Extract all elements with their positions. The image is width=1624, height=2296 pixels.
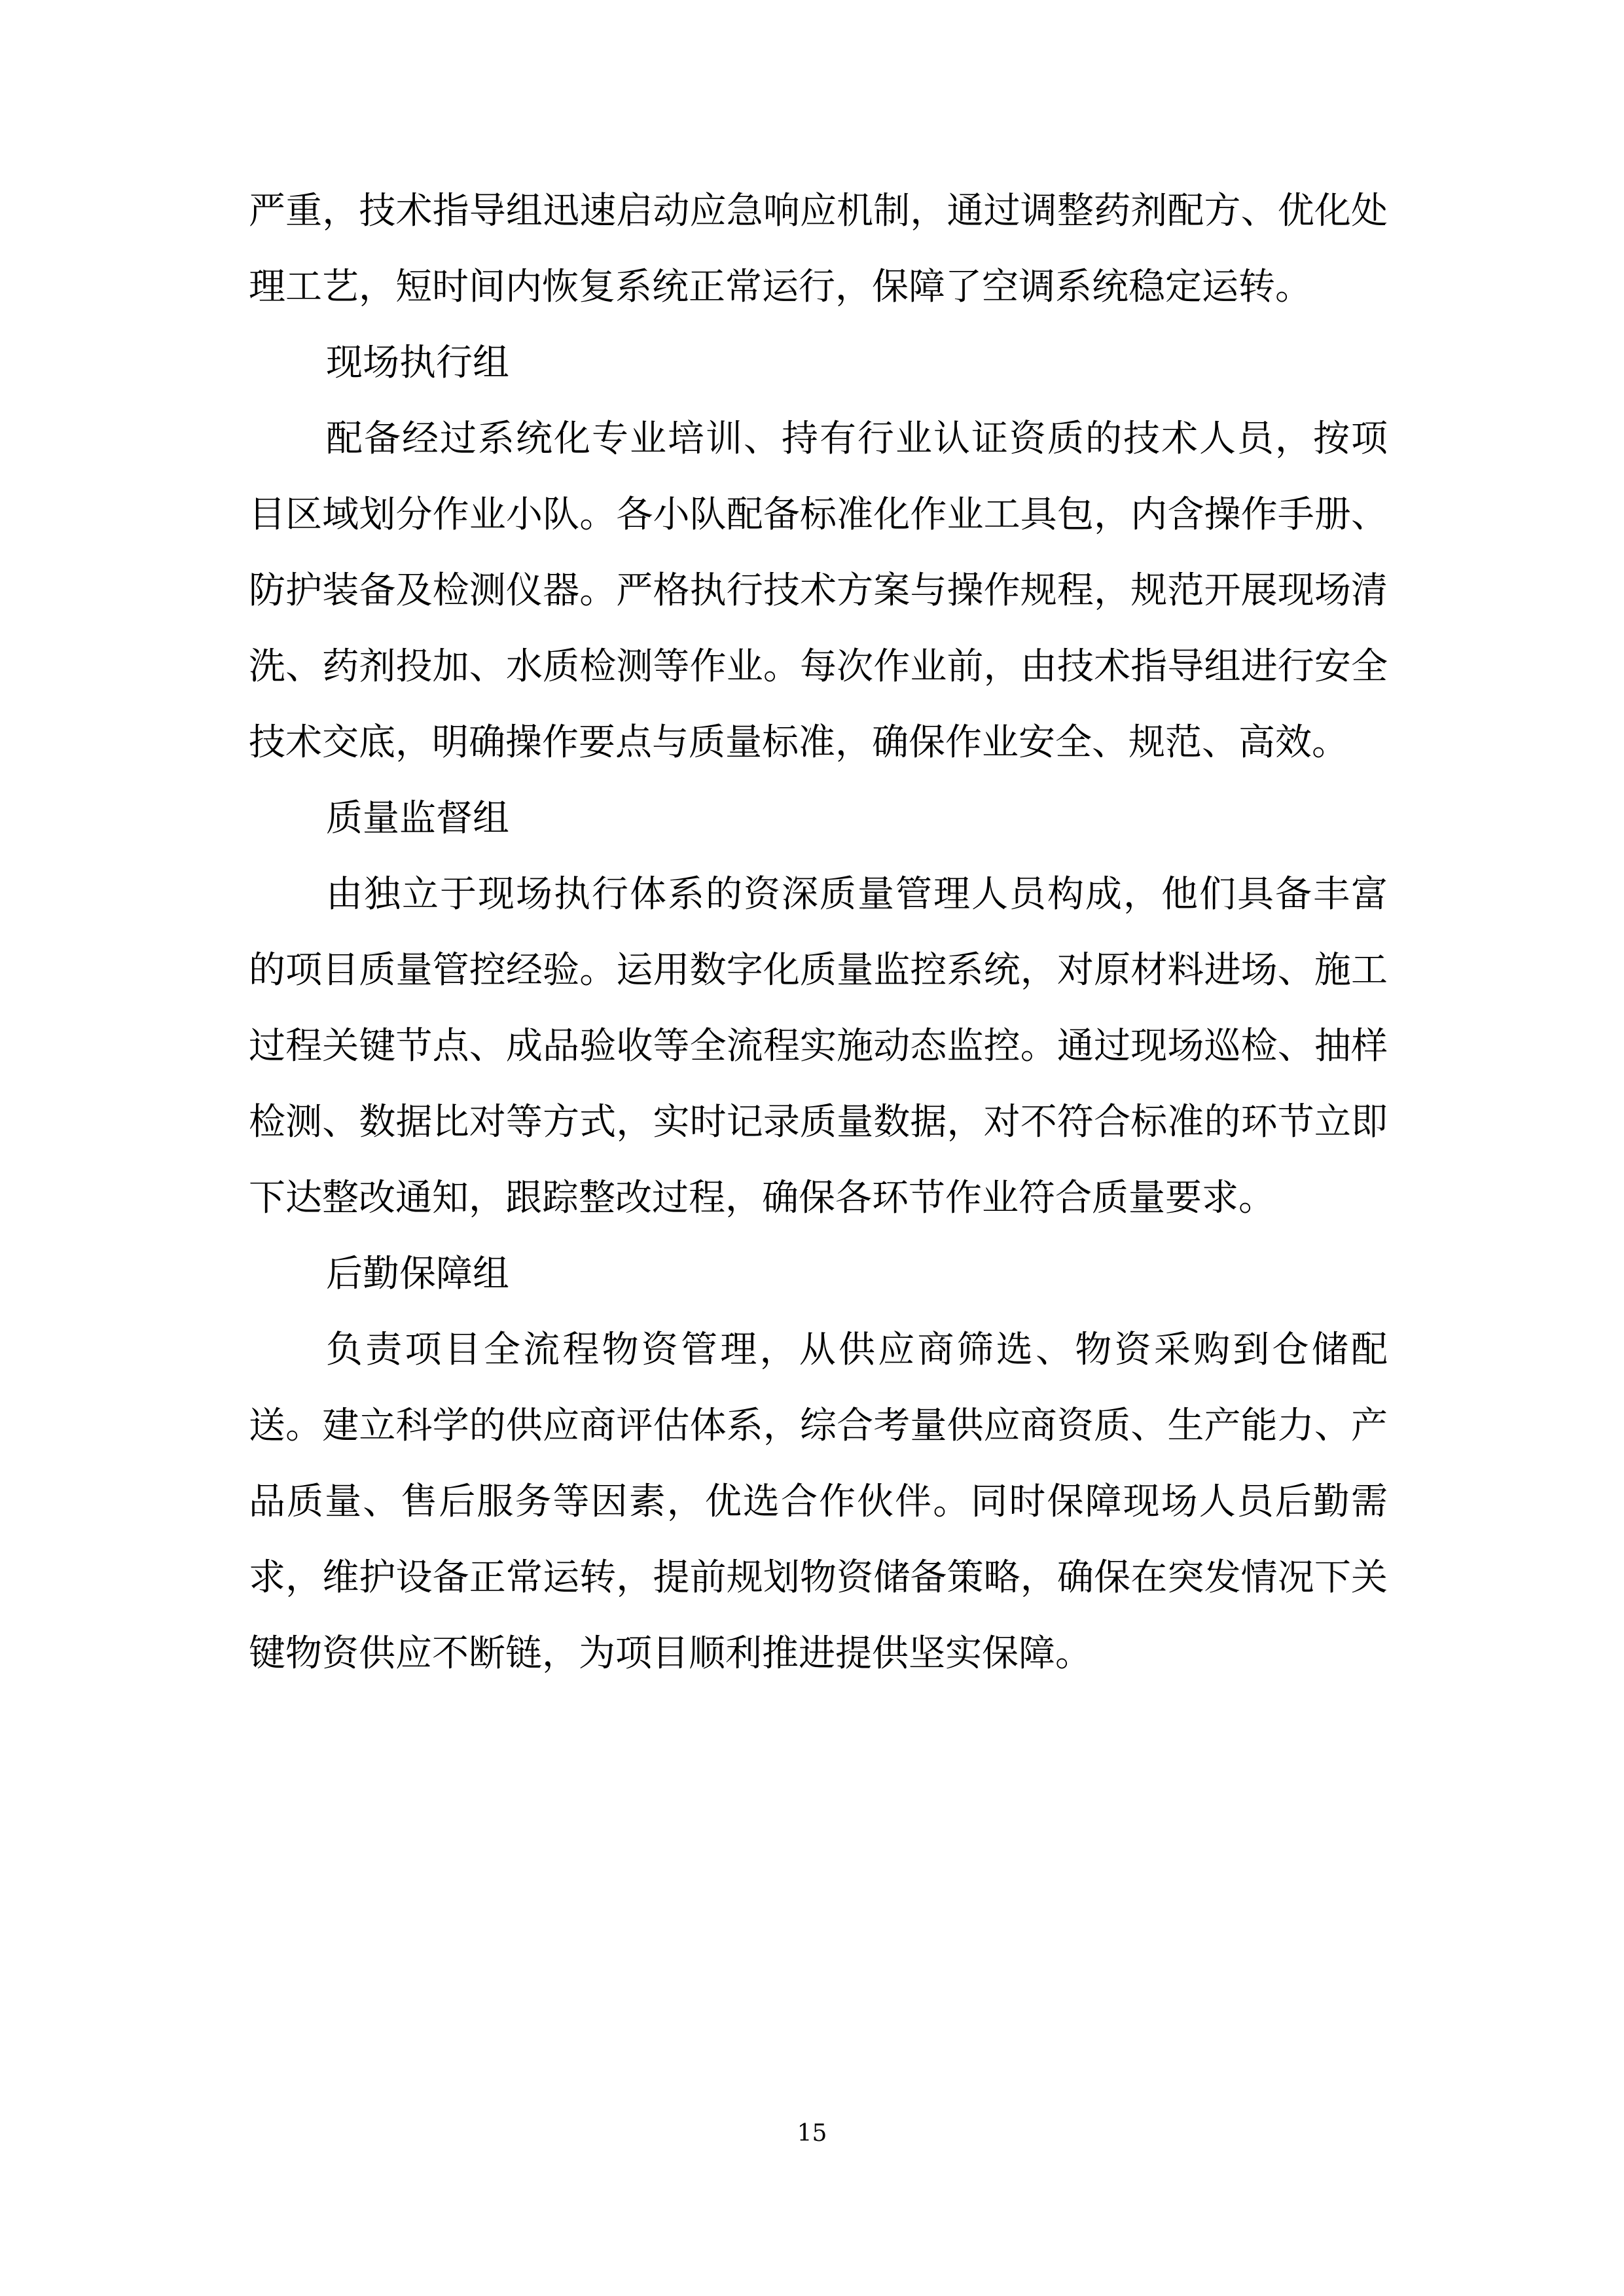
paragraph-field-execution: 配备经过系统化专业培训、持有行业认证资质的技术人员，按项目区域划分作业小队。各小队配备标准化作业工具包，内含操作手册、防护装备及检测仪器。严格执行技术方案与操作规程，规范开展现场清洗、药剂投加、水质检测等作业。每次作业前，由技术指导组进行安全技术交底，明确操作要点与质量标准，确保作业安全、规范、高效。	[249, 418, 1388, 764]
paragraph-quality-supervision: 由独立于现场执行体系的资深质量管理人员构成，他们具备丰富的项目质量管控经验。运用数字化质量监控系统，对原材料进场、施工过程关键节点、成品验收等全流程实施动态监控。通过现场巡检、抽样检测、数据比对等方式，实时记录质量数据，对不符合标准的环节立即下达整改通知，跟踪整改过程，确保各环节作业符合质量要求。	[249, 873, 1388, 1219]
section-heading-logistics: 后勤保障组	[326, 1253, 509, 1295]
section-heading-field-execution: 现场执行组	[326, 342, 509, 384]
paragraph-continuation: 严重，技术指导组迅速启动应急响应机制，通过调整药剂配方、优化处理工艺，短时间内恢复系统正常运行，保障了空调系统稳定运转。	[249, 190, 1388, 308]
section-heading-quality-supervision: 质量监督组	[326, 797, 509, 840]
paragraph-logistics: 负责项目全流程物资管理，从供应商筛选、物资采购到仓储配送。建立科学的供应商评估体系，综合考量供应商资质、生产能力、产品质量、售后服务等因素，优选合作伙伴。同时保障现场人员后勤需求，维护设备正常运转，提前规划物资储备策略，确保在突发情况下关键物资供应不断链，为项目顺利推进提供坚实保障。	[249, 1329, 1388, 1675]
page-number: 15	[797, 2120, 827, 2147]
document-body	[249, 173, 1388, 1692]
